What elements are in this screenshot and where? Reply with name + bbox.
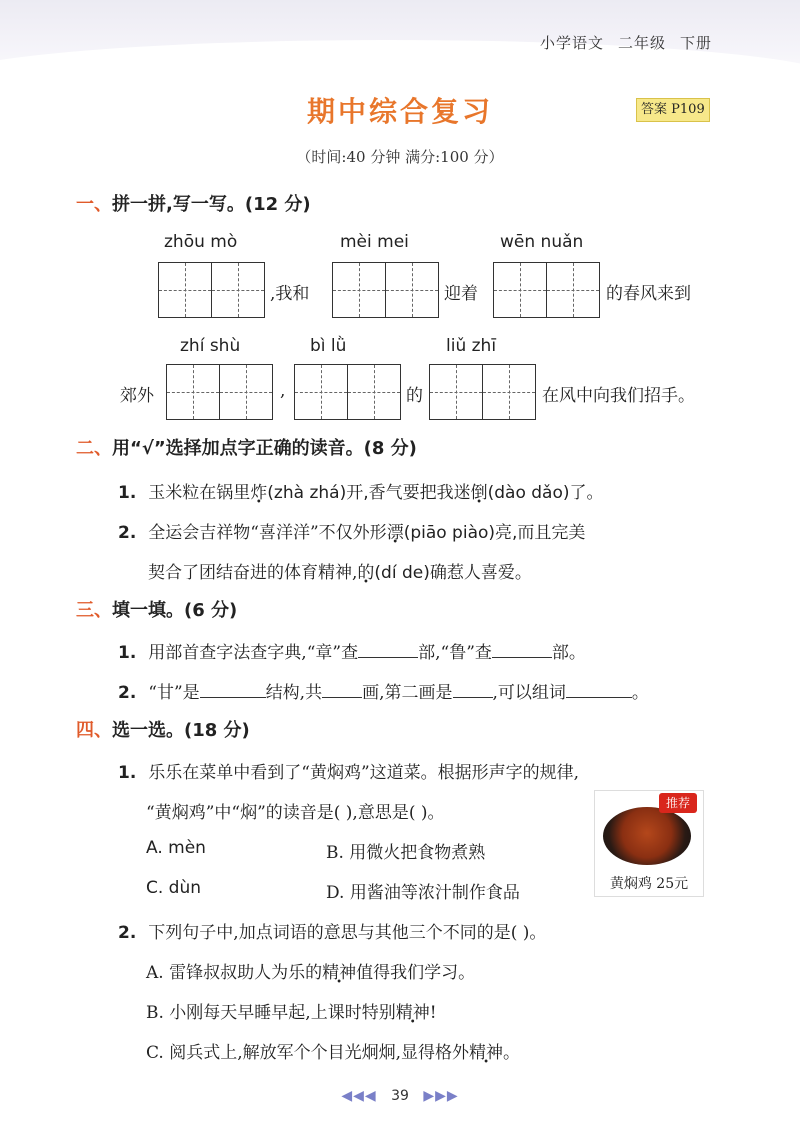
section-number: 一、 xyxy=(76,194,112,215)
question-number: 2. xyxy=(118,683,137,703)
sentence-fragment: 郊外 xyxy=(120,386,154,406)
prev-arrows-icon: ◀◀◀ xyxy=(341,1088,377,1104)
answer-blank[interactable] xyxy=(453,681,493,698)
question-text: 画,第二画是 xyxy=(362,683,453,703)
dotted-char: 漂 xyxy=(386,523,404,543)
section-3-heading xyxy=(76,596,237,622)
sentence-fragment: ,我和 xyxy=(270,284,310,304)
writing-grid-4[interactable] xyxy=(166,364,273,420)
exam-meta: （时间:40 分钟 满分:100 分） xyxy=(296,148,504,166)
section-title: 拼一拼,写一写。(12 分) xyxy=(112,194,311,215)
question-text: 部。 xyxy=(551,643,586,663)
pinyin-liuzhi: liǔ zhī xyxy=(446,336,497,356)
option-b[interactable]: B. 用微火把食物煮熟 xyxy=(326,843,486,863)
answer-page: P109 xyxy=(671,102,705,117)
section-title: 填一填。(6 分) xyxy=(112,600,238,621)
section-title: 选一选。(18 分) xyxy=(112,720,250,741)
question-4-2 xyxy=(118,918,546,943)
section-1-heading xyxy=(76,190,311,216)
writing-grid-5[interactable] xyxy=(294,364,401,420)
question-number: 1. xyxy=(118,763,137,783)
grade-label: 二年级 xyxy=(617,34,666,52)
option-c[interactable] xyxy=(146,1038,520,1063)
answer-blank[interactable] xyxy=(492,641,552,658)
next-arrows-icon: ▶▶▶ xyxy=(423,1088,459,1104)
option-a[interactable]: A. mèn xyxy=(146,838,206,858)
dotted-word: 精神 xyxy=(469,1043,504,1063)
section-number: 二、 xyxy=(76,438,112,459)
page-number: 39 xyxy=(391,1088,409,1104)
question-4-1 xyxy=(118,758,579,783)
question-number: 2. xyxy=(118,523,137,543)
question-2-1 xyxy=(118,478,604,503)
question-text: 部,“鲁”查 xyxy=(418,643,492,663)
question-number: 2. xyxy=(118,923,137,943)
sentence-fragment: 的春风来到 xyxy=(606,284,691,304)
term-label: 下册 xyxy=(679,34,712,52)
writing-grid-6[interactable] xyxy=(429,364,536,420)
question-text: 用部首查字法查字典,“章”查 xyxy=(148,643,359,663)
dish-photo xyxy=(594,790,704,897)
pinyin-zhishu: zhí shù xyxy=(180,336,241,356)
pinyin-choice[interactable]: (dào dǎo)了。 xyxy=(487,483,604,503)
section-4-heading xyxy=(76,716,250,742)
question-3-1 xyxy=(118,638,586,663)
sentence-fragment: 在风中向我们招手。 xyxy=(542,386,695,406)
recommend-badge: 推荐 xyxy=(659,793,697,813)
writing-grid-1[interactable] xyxy=(158,262,265,318)
braised-chicken-image xyxy=(603,807,691,865)
sentence-fragment: 的 xyxy=(406,386,423,406)
question-number: 1. xyxy=(118,643,137,663)
pinyin-meimei: mèi mei xyxy=(340,232,409,252)
section-number: 三、 xyxy=(76,600,112,621)
answer-blank[interactable] xyxy=(358,641,418,658)
option-text: ! xyxy=(429,1003,437,1023)
pinyin-wennuan: wēn nuǎn xyxy=(500,232,584,252)
writing-grid-2[interactable] xyxy=(332,262,439,318)
pinyin-bilu: bì lǜ xyxy=(310,336,347,356)
dotted-word: 精神 xyxy=(395,1003,430,1023)
question-text: 乐乐在菜单中看到了“黄焖鸡”这道菜。根据形声字的规律, xyxy=(148,763,580,783)
question-text: 玉米粒在锅里 xyxy=(148,483,251,503)
question-text: 全运会吉祥物“喜洋洋”不仅外形 xyxy=(148,523,387,543)
answer-blank[interactable] xyxy=(322,681,362,698)
option-text: 。 xyxy=(503,1043,521,1063)
dotted-word: 精神 xyxy=(322,963,357,983)
pinyin-choice[interactable]: (dí de)确惹人喜爱。 xyxy=(374,563,532,583)
dotted-char: 的 xyxy=(357,563,375,583)
section-number: 四、 xyxy=(76,720,112,741)
option-c[interactable]: C. dùn xyxy=(146,878,202,898)
option-a[interactable] xyxy=(146,958,475,983)
option-b[interactable] xyxy=(146,998,437,1023)
answer-blank[interactable] xyxy=(200,681,266,698)
question-2-2 xyxy=(118,518,585,543)
question-text: 契合了团结奋进的体育精神, xyxy=(148,563,358,583)
sentence-fragment: , xyxy=(280,381,286,401)
dish-caption: 黄焖鸡 25元 xyxy=(609,876,689,892)
subject-label: 小学语文 xyxy=(539,34,604,52)
dotted-char: 倒 xyxy=(470,483,488,503)
question-text: 结构,共 xyxy=(265,683,323,703)
question-text: 下列句子中,加点词语的意思与其他三个不同的是( )。 xyxy=(148,923,547,943)
section-title: 用“√”选择加点字正确的读音。(8 分) xyxy=(112,438,417,459)
option-text: A. 雷锋叔叔助人为乐的 xyxy=(146,963,323,983)
section-2-heading xyxy=(76,434,417,460)
answer-reference xyxy=(636,98,710,122)
pinyin-zhoumo: zhōu mò xyxy=(164,232,238,252)
pinyin-choice[interactable]: (zhà zhá)开,香气要把我迷 xyxy=(267,483,471,503)
dotted-char: 炸 xyxy=(250,483,268,503)
option-d[interactable]: D. 用酱油等浓汁制作食品 xyxy=(326,883,520,903)
question-text: ,可以组词 xyxy=(492,683,566,703)
page-footer xyxy=(0,1088,800,1104)
option-text: B. 小刚每天早睡早起,上课时特别 xyxy=(146,1003,396,1023)
page-title: 期中综合复习 xyxy=(306,95,493,128)
book-label xyxy=(526,32,712,53)
answer-label: 答案 xyxy=(641,102,668,117)
answer-blank[interactable] xyxy=(566,681,632,698)
question-number: 1. xyxy=(118,483,137,503)
question-4-1-line2: “黄焖鸡”中“焖”的读音是( ),意思是( )。 xyxy=(146,803,445,823)
pinyin-choice[interactable]: (piāo piào)亮,而且完美 xyxy=(403,523,586,543)
option-text: C. 阅兵式上,解放军个个目光炯炯,显得格外 xyxy=(146,1043,470,1063)
question-text: “甘”是 xyxy=(148,683,200,703)
option-text: 值得我们学习。 xyxy=(356,963,476,983)
question-text: 。 xyxy=(631,683,649,703)
question-2-2-cont xyxy=(148,558,532,583)
question-3-2 xyxy=(118,678,649,703)
sentence-fragment: 迎着 xyxy=(444,284,478,304)
writing-grid-3[interactable] xyxy=(493,262,600,318)
